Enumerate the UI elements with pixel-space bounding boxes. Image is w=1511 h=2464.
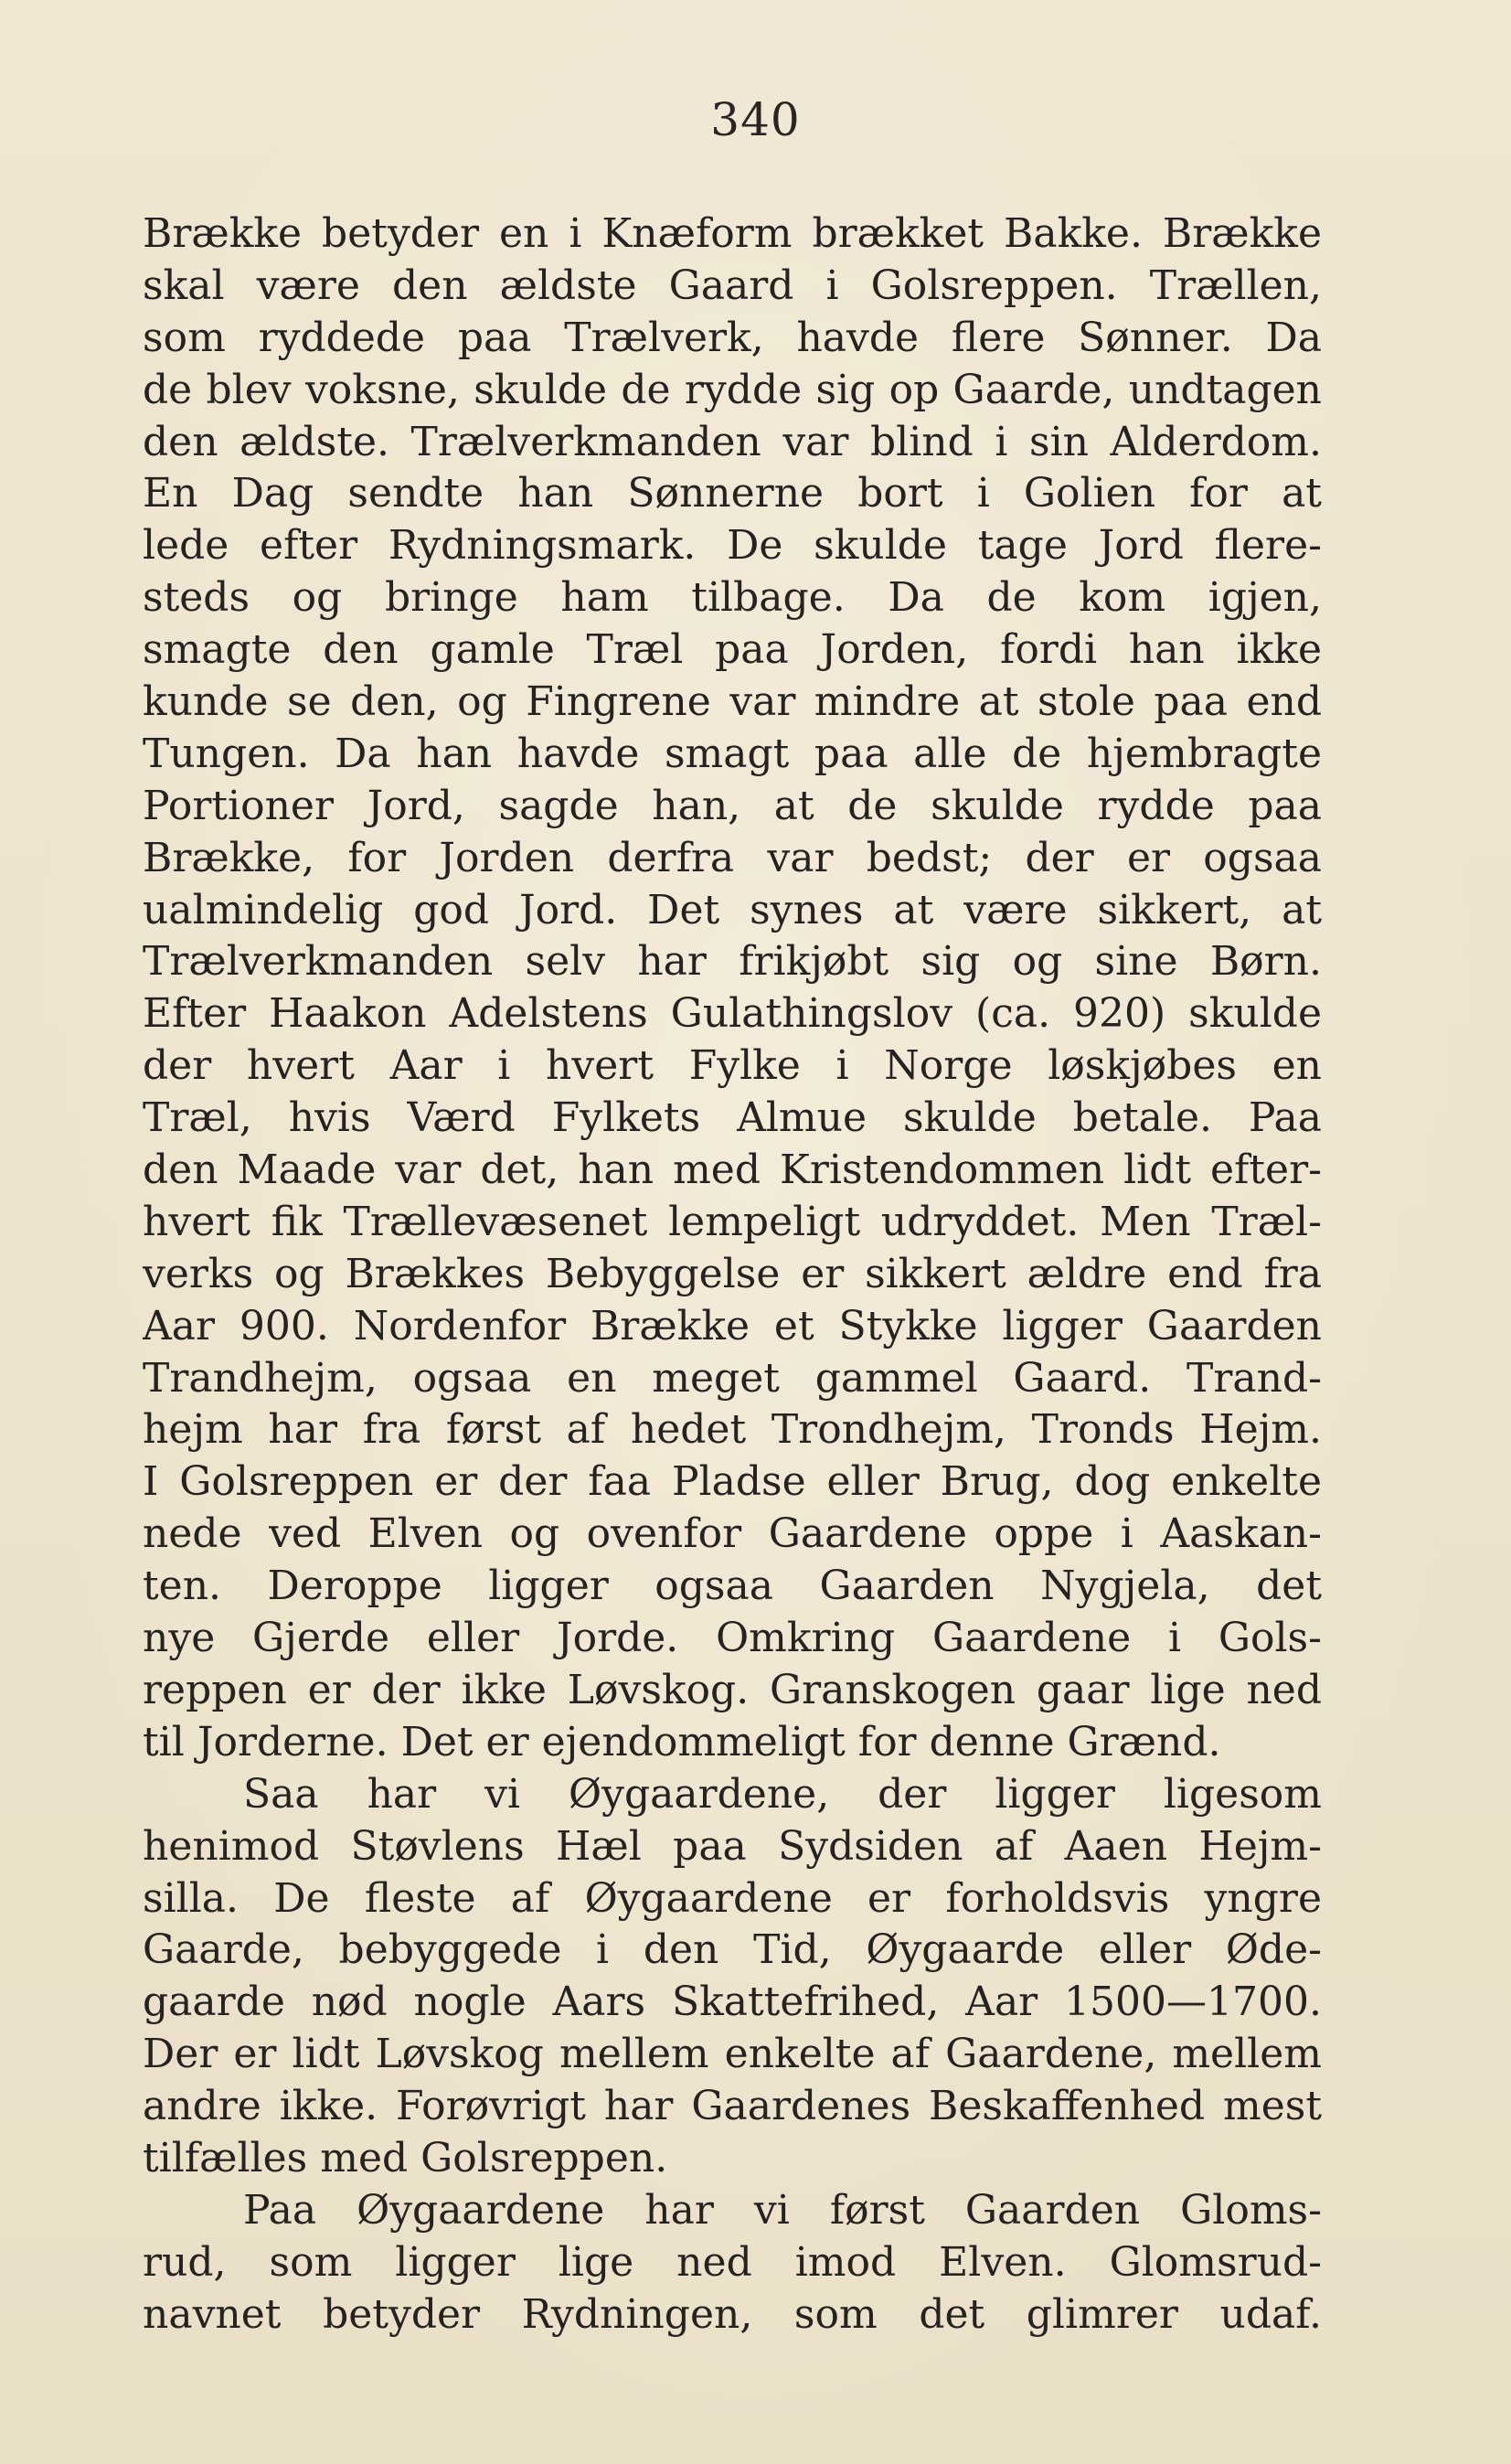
text-line: Saa har vi Øygaardene, der ligger ligesom [243,1770,1322,1818]
text-line: hejm har fra først af hedet Trondhejm, Tronds Hejm. [143,1406,1322,1454]
text-line: skal være den ældste Gaard i Golsreppen. Trællen, [143,261,1322,309]
text-line: tilfælles med Golsreppen. [143,2134,668,2181]
text-line: rud, som ligger lige ned imod Elven. Glomsrud- [143,2238,1322,2286]
text-line: der hvert Aar i hvert Fylke i Norge løskjøbes en [143,1042,1322,1090]
text-line: Gaarde, bebyggede i den Tid, Øygaarde eller Øde- [143,1926,1322,1974]
text-line: som ryddede paa Trælverk, havde flere Sønner. Da [143,314,1322,361]
body-text [143,208,1322,2341]
text-line: den ældste. Trælverkmanden var blind i sin Alderdom. [143,418,1322,465]
text-line: En Dag sendte han Sønnerne bort i Golien for at [143,470,1322,517]
text-line: steds og bringe ham tilbage. Da de kom igjen, [143,574,1322,622]
text-line: hvert fik Trællevæsenet lempeligt udryddet. Men Træl- [143,1198,1322,1245]
text-line: Trælverkmanden selv har frikjøbt sig og sine Børn. [143,938,1322,986]
text-line: andre ikke. Forøvrigt har Gaardenes Beskaffenhed mest [143,2083,1322,2130]
text-line: Paa Øygaardene har vi først Gaarden Gloms- [243,2186,1322,2234]
text-line: Brække betyder en i Knæform brækket Bakke. Brække [143,210,1322,257]
text-line: gaarde nød nogle Aars Skattefrihed, Aar 1500—1700. [143,1979,1322,2026]
text-line: Brække, for Jorden derfra var bedst; der er ogsaa [143,834,1322,881]
text-line: lede efter Rydningsmark. De skulde tage Jord flere- [143,522,1322,570]
text-line: Tungen. Da han havde smagt paa alle de hjembragte [143,730,1322,777]
text-line: til Jorderne. Det er ejendommeligt for denne Grænd. [143,1718,1221,1765]
text-line: nye Gjerde eller Jorde. Omkring Gaardene i Gols- [143,1615,1322,1662]
text-line: I Golsreppen er der faa Pladse eller Brug, dog enkelte [143,1458,1322,1506]
text-line: ten. Deroppe ligger ogsaa Gaarden Nygjela, det [143,1563,1322,1610]
text-line: navnet betyder Rydningen, som det glimrer udaf. [143,2290,1322,2338]
text-line: verks og Brækkes Bebyggelse er sikkert ældre end fra [143,1250,1322,1297]
page-number: 340 [710,93,801,146]
text-line: smagte den gamle Træl paa Jorden, fordi han ikke [143,626,1322,674]
text-line: Træl, hvis Værd Fylkets Almue skulde betale. Paa [143,1094,1322,1142]
text-line: nede ved Elven og ovenfor Gaardene oppe i Aaskan- [143,1510,1322,1558]
text-line: Portioner Jord, sagde han, at de skulde rydde paa [143,782,1322,829]
text-line: Der er lidt Løvskog mellem enkelte af Gaardene, mellem [143,2031,1322,2078]
text-line: ualmindelig god Jord. Det synes at være sikkert, at [143,886,1322,933]
text-line: Efter Haakon Adelstens Gulathingslov (ca. 920) skulde [143,990,1322,1038]
text-line: Trandhejm, ogsaa en meget gammel Gaard. Trand- [143,1354,1322,1402]
text-line: de blev voksne, skulde de rydde sig op Gaarde, undtagen [143,366,1322,413]
text-line: den Maade var det, han med Kristendommen lidt efter- [143,1147,1322,1194]
text-line: henimod Støvlens Hæl paa Sydsiden af Aaen Hejm- [143,1822,1322,1870]
text-line: silla. De fleste af Øygaardene er forholdsvis yngre [143,1874,1322,1922]
text-line: reppen er der ikke Løvskog. Granskogen gaar lige ned [143,1666,1322,1713]
text-line: Aar 900. Nordenfor Brække et Stykke ligger Gaarden [143,1302,1322,1349]
text-line: kunde se den, og Fingrene var mindre at stole paa end [143,678,1322,726]
